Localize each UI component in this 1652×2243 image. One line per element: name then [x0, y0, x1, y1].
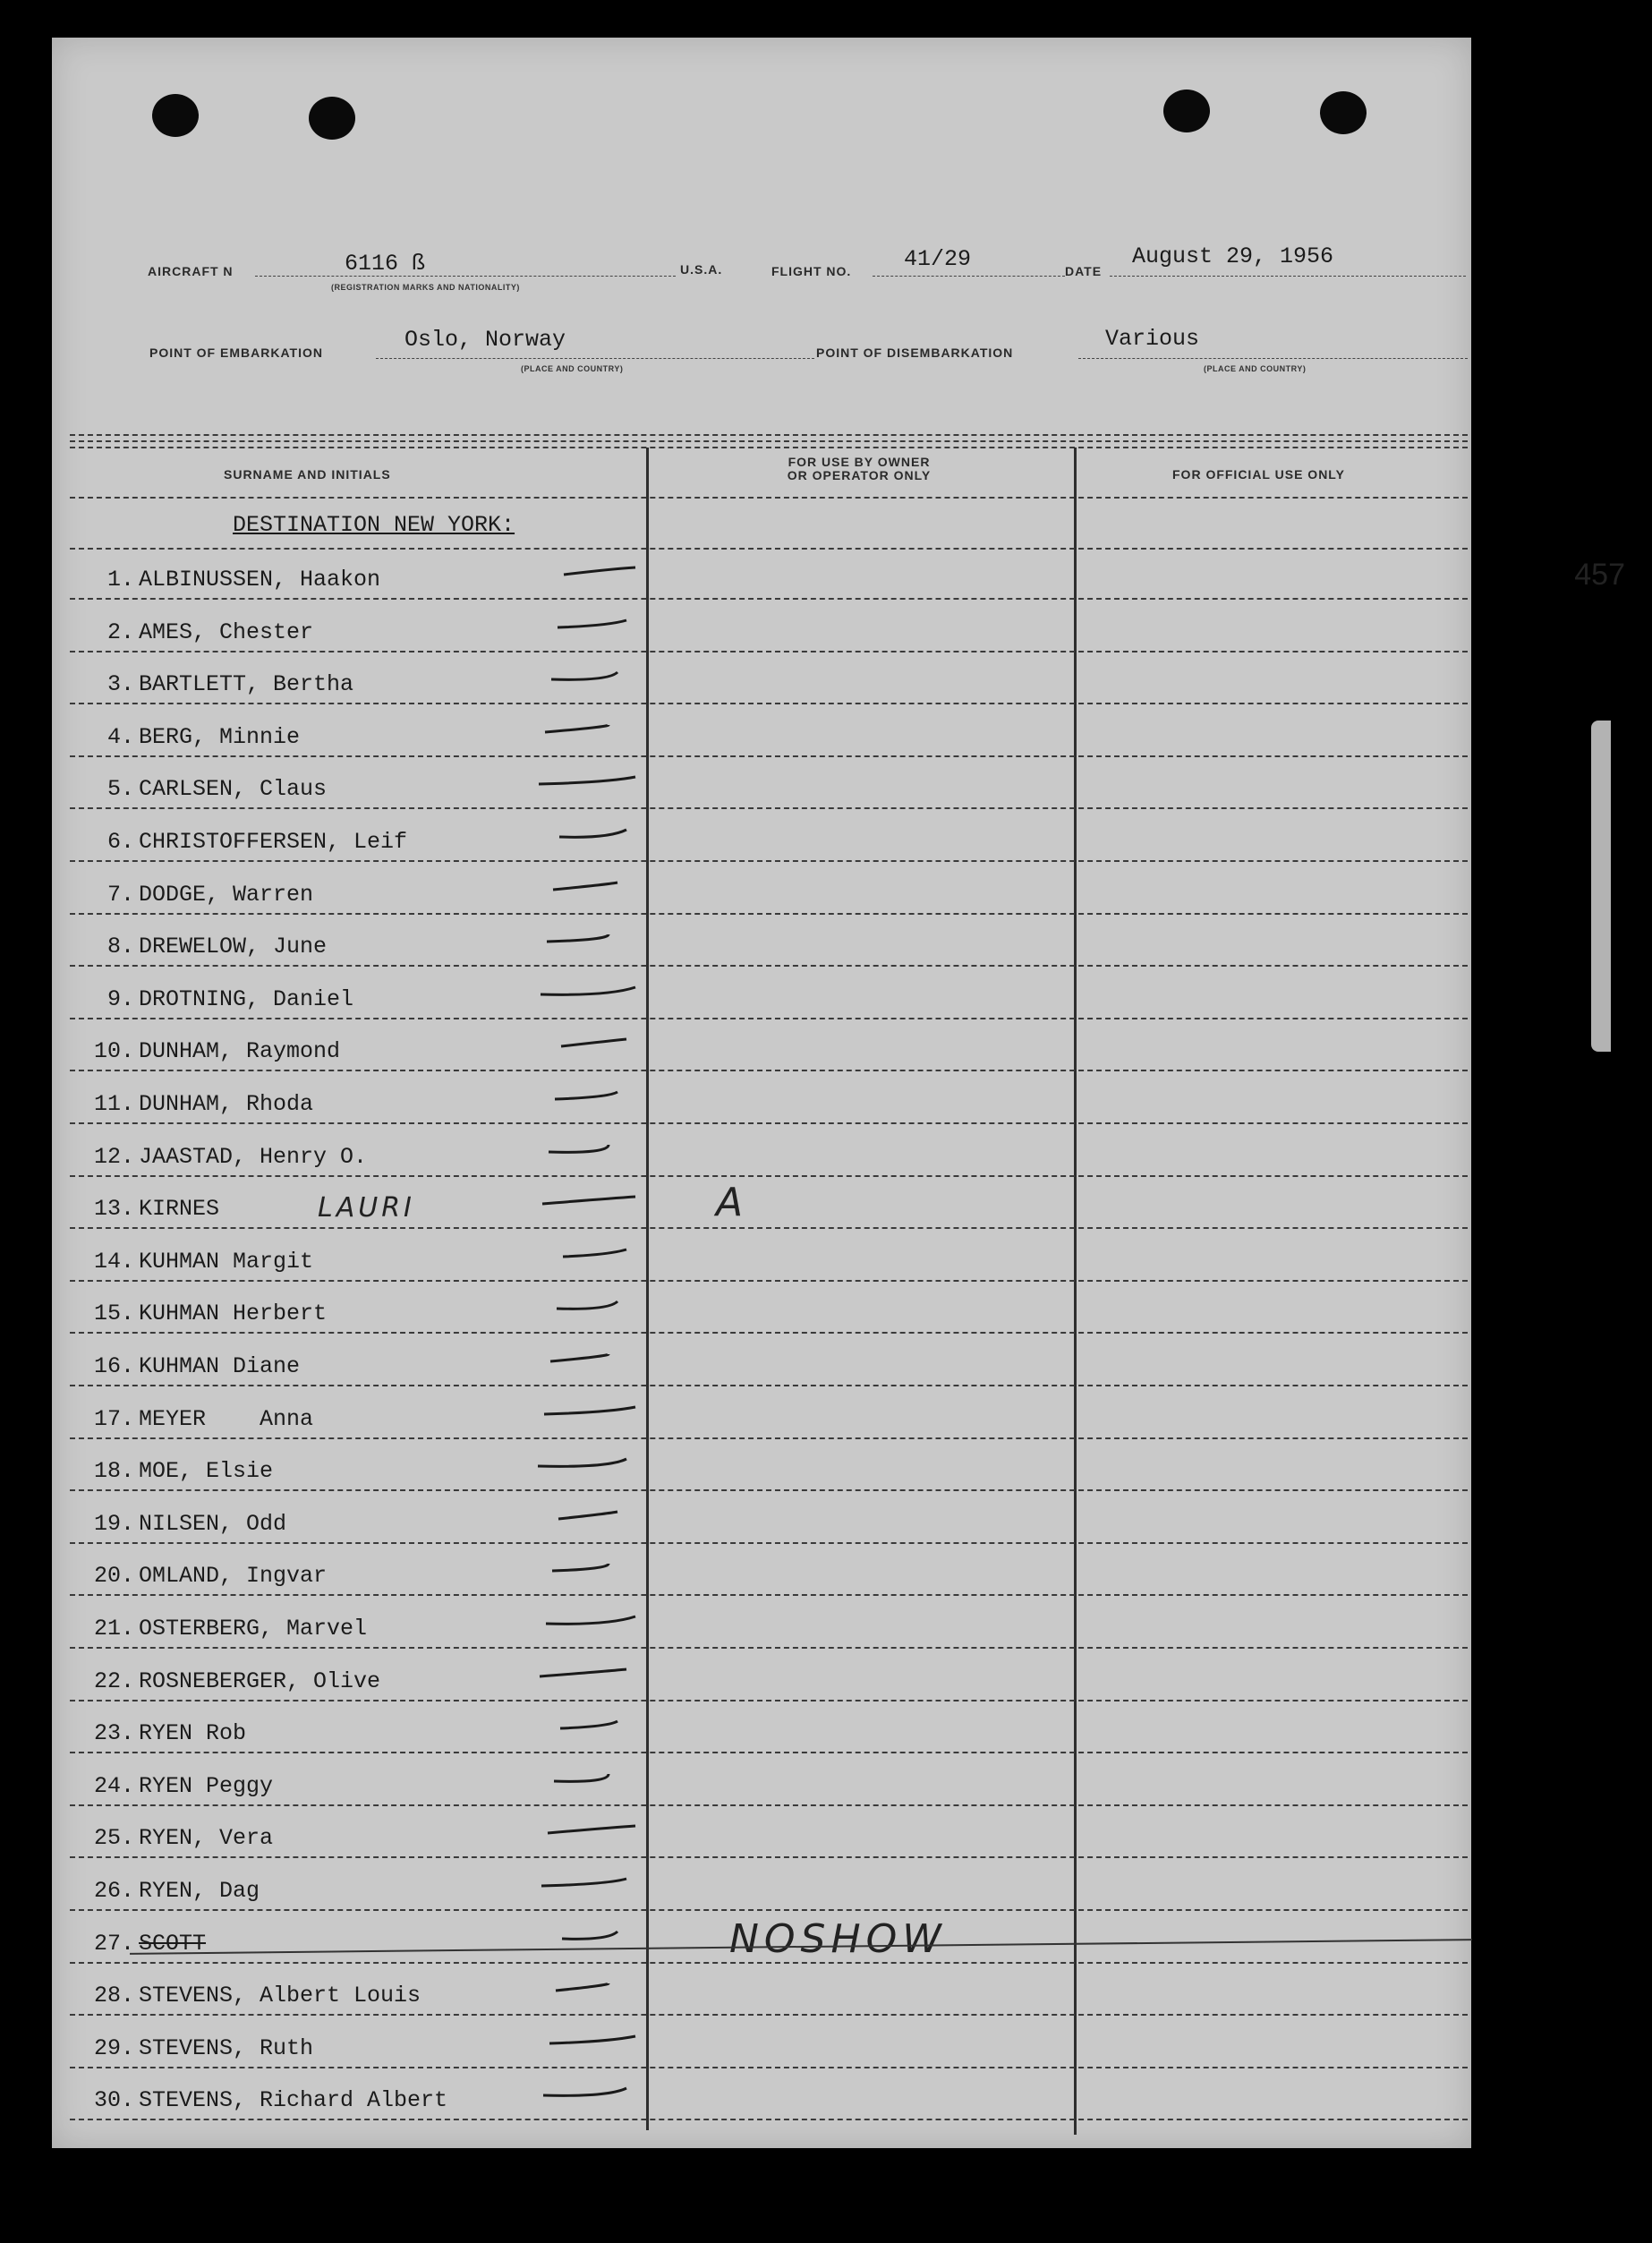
- list-item: [0, 705, 1652, 757]
- passenger-number: 23.: [93, 1720, 134, 1747]
- passenger-name: KUHMAN Diane: [139, 1353, 301, 1379]
- header-bottom-rule: [70, 497, 1468, 499]
- passenger-number: 28.: [93, 1983, 134, 2009]
- list-item: [0, 601, 1652, 652]
- passenger-name: KUHMAN Herbert: [139, 1301, 328, 1327]
- embarkation-underline: [376, 358, 814, 359]
- list-item: [0, 1282, 1652, 1334]
- check-mark: [501, 610, 644, 636]
- passenger-name: DUNHAM, Rhoda: [139, 1091, 314, 1117]
- list-item: [0, 968, 1652, 1019]
- date-underline: [1110, 276, 1466, 277]
- list-item: [0, 1701, 1652, 1753]
- check-mark: [501, 1448, 644, 1475]
- list-item: [0, 2017, 1652, 2068]
- passenger-number: 8.: [106, 934, 134, 960]
- punch-hole: [309, 97, 355, 140]
- passenger-name: OMLAND, Ingvar: [139, 1563, 328, 1590]
- passenger-name: SCOTT: [139, 1930, 207, 1957]
- passenger-number: 9.: [106, 985, 134, 1012]
- list-item: [0, 1335, 1652, 1386]
- disembarkation-underline: [1078, 358, 1468, 359]
- passenger-number: 1.: [106, 567, 134, 593]
- check-mark: [501, 1815, 644, 1842]
- passenger-name: BERG, Minnie: [139, 723, 301, 750]
- list-item: [0, 1859, 1652, 1911]
- passenger-number: 6.: [106, 829, 134, 855]
- check-mark: [501, 872, 644, 899]
- col-official: FOR OFFICIAL USE ONLY: [1172, 467, 1345, 482]
- punch-hole: [152, 94, 199, 137]
- passenger-name: STEVENS, Richard Albert: [139, 2087, 448, 2114]
- check-mark: [501, 1134, 644, 1161]
- passenger-number: 10.: [93, 1038, 134, 1065]
- list-item: [0, 1072, 1652, 1124]
- passenger-number: 13.: [93, 1196, 134, 1223]
- destination-heading: DESTINATION NEW YORK:: [233, 512, 515, 538]
- list-item: [0, 1754, 1652, 1806]
- passenger-number: 19.: [93, 1510, 134, 1537]
- check-mark: [501, 977, 644, 1003]
- punch-hole: [1320, 91, 1367, 134]
- passenger-name: DODGE, Warren: [139, 881, 314, 908]
- check-mark: [501, 1081, 644, 1108]
- flight-underline: [873, 276, 1065, 277]
- passenger-number: 30.: [93, 2087, 134, 2114]
- list-item: [0, 1544, 1652, 1596]
- check-mark: [501, 1291, 644, 1318]
- flight-label: FLIGHT NO.: [771, 264, 852, 278]
- passenger-number: 24.: [93, 1772, 134, 1799]
- passenger-name: STEVENS, Albert Louis: [139, 1983, 422, 2009]
- list-item: [0, 915, 1652, 967]
- passenger-number: 27.: [93, 1930, 134, 1957]
- list-item: [0, 1177, 1652, 1229]
- passenger-number: 29.: [93, 2034, 134, 2061]
- list-item: [0, 1439, 1652, 1491]
- check-mark: [501, 2026, 644, 2052]
- check-mark: [501, 1659, 644, 1685]
- list-item: [0, 810, 1652, 862]
- check-mark: [501, 1396, 644, 1423]
- list-item: [0, 1806, 1652, 1858]
- passenger-name: MEYER Anna: [139, 1405, 314, 1432]
- list-item: [0, 1019, 1652, 1071]
- passenger-name: NILSEN, Odd: [139, 1510, 287, 1537]
- col-surname: SURNAME AND INITIALS: [224, 467, 391, 482]
- list-item: [0, 652, 1652, 704]
- passenger-number: 17.: [93, 1405, 134, 1432]
- check-mark: [501, 1868, 644, 1895]
- passenger-name: DUNHAM, Raymond: [139, 1038, 341, 1065]
- passenger-number: 2.: [106, 618, 134, 645]
- passenger-name: CARLSEN, Claus: [139, 776, 328, 803]
- check-mark: [501, 1186, 644, 1213]
- embarkation-value: Oslo, Norway: [404, 327, 566, 353]
- disembarkation-note: (PLACE AND COUNTRY): [1204, 364, 1307, 373]
- list-item: [0, 1492, 1652, 1544]
- passenger-name: MOE, Elsie: [139, 1458, 274, 1485]
- check-mark: [501, 924, 644, 951]
- passenger-number: 26.: [93, 1878, 134, 1904]
- passenger-name: ALBINUSSEN, Haakon: [139, 567, 381, 593]
- passenger-number: 18.: [93, 1458, 134, 1485]
- table-top-rule-3: [70, 447, 1468, 448]
- aircraft-value: 6116 ß: [345, 251, 426, 277]
- list-item: [0, 1387, 1652, 1439]
- date-label: DATE: [1065, 264, 1103, 278]
- check-mark: [501, 819, 644, 846]
- passenger-number: 21.: [93, 1616, 134, 1642]
- passenger-number: 5.: [106, 776, 134, 803]
- passenger-number: 25.: [93, 1825, 134, 1852]
- embarkation-note: (PLACE AND COUNTRY): [521, 364, 624, 373]
- list-item: [0, 863, 1652, 915]
- aircraft-underline: [255, 276, 676, 277]
- check-mark: [501, 1710, 644, 1737]
- check-mark: [501, 1028, 644, 1055]
- flight-value: 41/29: [904, 246, 972, 272]
- col-owner-2: OR OPERATOR ONLY: [787, 468, 932, 482]
- punch-hole: [1163, 90, 1210, 132]
- table-top-rule: [70, 434, 1468, 436]
- table-top-rule-2: [70, 440, 1468, 442]
- passenger-name: DREWELOW, June: [139, 934, 328, 960]
- passenger-number: 15.: [93, 1301, 134, 1327]
- usa-label: U.S.A.: [680, 262, 723, 277]
- list-item: [0, 1597, 1652, 1649]
- passenger-name: DROTNING, Daniel: [139, 985, 354, 1012]
- check-mark: [501, 557, 644, 584]
- passenger-number: 12.: [93, 1143, 134, 1170]
- passenger-name: RYEN, Vera: [139, 1825, 274, 1852]
- list-item: [0, 1650, 1652, 1701]
- check-mark: [501, 661, 644, 688]
- passenger-name: STEVENS, Ruth: [139, 2034, 314, 2061]
- passenger-name: RYEN, Dag: [139, 1878, 260, 1904]
- check-mark: [501, 1343, 644, 1370]
- passenger-name: KIRNES: [139, 1196, 220, 1223]
- passenger-name: RYEN Rob: [139, 1720, 247, 1747]
- list-item: [0, 1912, 1652, 1964]
- passenger-name: BARTLETT, Bertha: [139, 671, 354, 698]
- row-rule: [70, 2119, 1468, 2120]
- passenger-name: KUHMAN Margit: [139, 1248, 314, 1275]
- owner-annotation: A: [716, 1180, 744, 1226]
- disembarkation-value: Various: [1105, 326, 1200, 352]
- passenger-name: AMES, Chester: [139, 618, 314, 645]
- passenger-number: 14.: [93, 1248, 134, 1275]
- check-mark: [501, 766, 644, 793]
- check-mark: [501, 1501, 644, 1528]
- registration-note: (REGISTRATION MARKS AND NATIONALITY): [331, 283, 520, 292]
- list-item: [0, 548, 1652, 600]
- passenger-number: 20.: [93, 1563, 134, 1590]
- passenger-name: JAASTAD, Henry O.: [139, 1143, 368, 1170]
- embarkation-label: POINT OF EMBARKATION: [149, 345, 323, 360]
- check-mark: [501, 1606, 644, 1633]
- check-mark: [501, 1239, 644, 1266]
- passenger-number: 11.: [93, 1091, 134, 1117]
- disembarkation-label: POINT OF DISEMBARKATION: [816, 345, 1014, 360]
- list-item: [0, 2068, 1652, 2120]
- date-value: August 29, 1956: [1132, 243, 1334, 269]
- list-item: [0, 1230, 1652, 1282]
- official-code: 457: [1574, 558, 1625, 592]
- list-item: [0, 757, 1652, 809]
- list-item: [0, 1964, 1652, 2016]
- passenger-name: RYEN Peggy: [139, 1772, 274, 1799]
- list-item: [0, 1125, 1652, 1177]
- passenger-number: 16.: [93, 1353, 134, 1379]
- check-mark: [501, 2077, 644, 2104]
- aircraft-label: AIRCRAFT N: [148, 264, 234, 278]
- check-mark: [501, 1553, 644, 1580]
- passenger-name: CHRISTOFFERSEN, Leif: [139, 829, 408, 855]
- check-mark: [501, 1763, 644, 1790]
- passenger-name: OSTERBERG, Marvel: [139, 1616, 368, 1642]
- check-mark: [501, 714, 644, 741]
- handwritten-name: LAURI: [318, 1192, 415, 1224]
- check-mark: [501, 1921, 644, 1948]
- owner-annotation: NOSHOW: [729, 1915, 947, 1962]
- passenger-number: 22.: [93, 1667, 134, 1694]
- passenger-name: ROSNEBERGER, Olive: [139, 1667, 381, 1694]
- check-mark: [501, 1973, 644, 2000]
- passenger-number: 3.: [106, 671, 134, 698]
- col-owner-1: FOR USE BY OWNER: [788, 455, 931, 469]
- passenger-number: 7.: [106, 881, 134, 908]
- passenger-number: 4.: [106, 723, 134, 750]
